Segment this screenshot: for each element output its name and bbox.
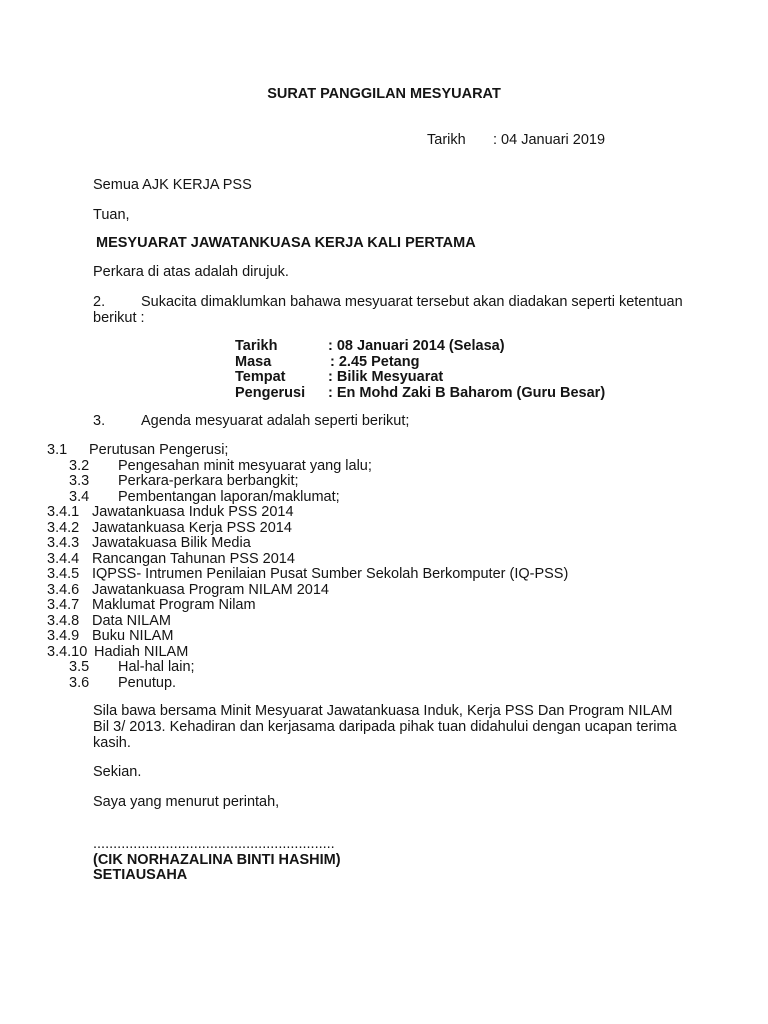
detail-value: : En Mohd Zaki B Baharom (Guru Besar) (328, 384, 606, 401)
agenda-item (0, 443, 768, 459)
agenda-item-number: 3.4.10 (47, 643, 88, 660)
detail-label: Tempat (235, 369, 286, 385)
signer-name: (CIK NORHAZALINA BINTI HASHIM) (93, 852, 341, 868)
agenda-item (0, 567, 768, 583)
agenda-item-text: Jawatankuasa Program NILAM 2014 (92, 581, 329, 598)
paragraph-3-text: Agenda mesyuarat adalah seperti berikut; (141, 413, 410, 429)
agenda-item-text: Perkara-perkara berbangkit; (118, 473, 299, 489)
agenda-item-text: Pembentangan laporan/maklumat; (118, 488, 340, 505)
agenda-item-number: 3.4.9 (47, 628, 80, 644)
agenda-item-text: Maklumat Program Nilam (92, 597, 256, 613)
paragraph-3-number: 3. (93, 413, 106, 429)
agenda-item-number: 3.4.3 (47, 535, 80, 551)
agenda-item (0, 521, 768, 537)
agenda-item (0, 629, 768, 645)
reference-line: Perkara di atas adalah dirujuk. (93, 264, 289, 280)
detail-label: Masa (235, 353, 272, 370)
sign-off: Sekian. (93, 764, 142, 780)
detail-value: : 08 Januari 2014 (Selasa) (328, 338, 505, 354)
closing-line-1: Sila bawa bersama Minit Mesyuarat Jawatankuasa Induk, Kerja PSS Dan Program NILAM (93, 703, 673, 719)
detail-label: Tarikh (235, 338, 278, 354)
agenda-item (0, 474, 768, 490)
agenda-item (0, 598, 768, 614)
agenda-item (0, 660, 768, 676)
agenda-item (0, 505, 768, 521)
agenda-item-number: 3.4.4 (47, 550, 80, 567)
agenda-item-number: 3.6 (69, 674, 90, 691)
agenda-item-text: Jawatakuasa Bilik Media (92, 535, 251, 551)
paragraph-2-text: Sukacita dimaklumkan bahawa mesyuarat tersebut akan diadakan seperti ketentuan (141, 294, 683, 310)
salutation: Tuan, (93, 207, 130, 223)
agenda-item-number: 3.4.5 (47, 566, 80, 582)
agenda-item (0, 676, 768, 692)
agenda-item (0, 459, 768, 475)
agenda-item-number: 3.5 (69, 659, 90, 675)
agenda-item-number: 3.4.1 (47, 504, 80, 520)
date-value: : 04 Januari 2019 (493, 132, 606, 148)
agenda-item (0, 614, 768, 630)
agenda-item-text: Rancangan Tahunan PSS 2014 (92, 550, 295, 567)
agenda-item-text: IQPSS- Intrumen Penilaian Pusat Sumber Sekolah Berkomputer (IQ-PSS) (92, 566, 569, 582)
closing-line-2: Bil 3/ 2013. Kehadiran dan kerjasama daripada pihak tuan didahului dengan ucapan terima (93, 719, 677, 735)
signer-position: SETIAUSAHA (93, 867, 188, 883)
agenda-item-number: 3.4.6 (47, 581, 80, 598)
agenda-item-number: 3.1 (47, 442, 68, 458)
agenda-item-text: Pengesahan minit mesyuarat yang lalu; (118, 457, 372, 474)
detail-value: : 2.45 Petang (330, 353, 420, 370)
paragraph-2-continuation: berikut : (93, 310, 145, 326)
agenda-list (0, 443, 768, 691)
detail-label: Pengerusi (235, 384, 306, 401)
agenda-item-number: 3.3 (69, 473, 90, 489)
subject-heading: MESYUARAT JAWATANKUASA KERJA KALI PERTAMA (96, 235, 476, 251)
agenda-item-text: Data NILAM (92, 612, 171, 629)
signature-line: ............................................................ (93, 836, 335, 852)
agenda-item-text: Jawatankuasa Kerja PSS 2014 (92, 519, 292, 536)
agenda-item (0, 490, 768, 506)
closing-line-3: kasih. (93, 735, 131, 751)
agenda-item (0, 645, 768, 661)
agenda-item-number: 3.4 (69, 488, 90, 505)
paragraph-2-number: 2. (93, 294, 106, 310)
agenda-item-text: Jawatankuasa Induk PSS 2014 (92, 504, 294, 520)
date-label: Tarikh (427, 132, 466, 148)
agenda-item-number: 3.4.7 (47, 597, 80, 613)
agenda-item-text: Buku NILAM (92, 628, 174, 644)
letter-title: SURAT PANGGILAN MESYUARAT (267, 86, 501, 102)
agenda-item-text: Penutup. (118, 674, 177, 691)
agenda-item-text: Hal-hal lain; (118, 659, 195, 675)
agenda-item-number: 3.4.2 (47, 519, 80, 536)
agenda-item (0, 583, 768, 599)
closing-phrase: Saya yang menurut perintah, (93, 794, 280, 810)
agenda-item (0, 552, 768, 568)
agenda-item-text: Perutusan Pengerusi; (89, 442, 229, 458)
recipient: Semua AJK KERJA PSS (93, 177, 252, 193)
agenda-item-number: 3.4.8 (47, 612, 80, 629)
agenda-item-text: Hadiah NILAM (94, 643, 189, 660)
agenda-item-number: 3.2 (69, 457, 90, 474)
agenda-item (0, 536, 768, 552)
detail-value: : Bilik Mesyuarat (328, 369, 444, 385)
